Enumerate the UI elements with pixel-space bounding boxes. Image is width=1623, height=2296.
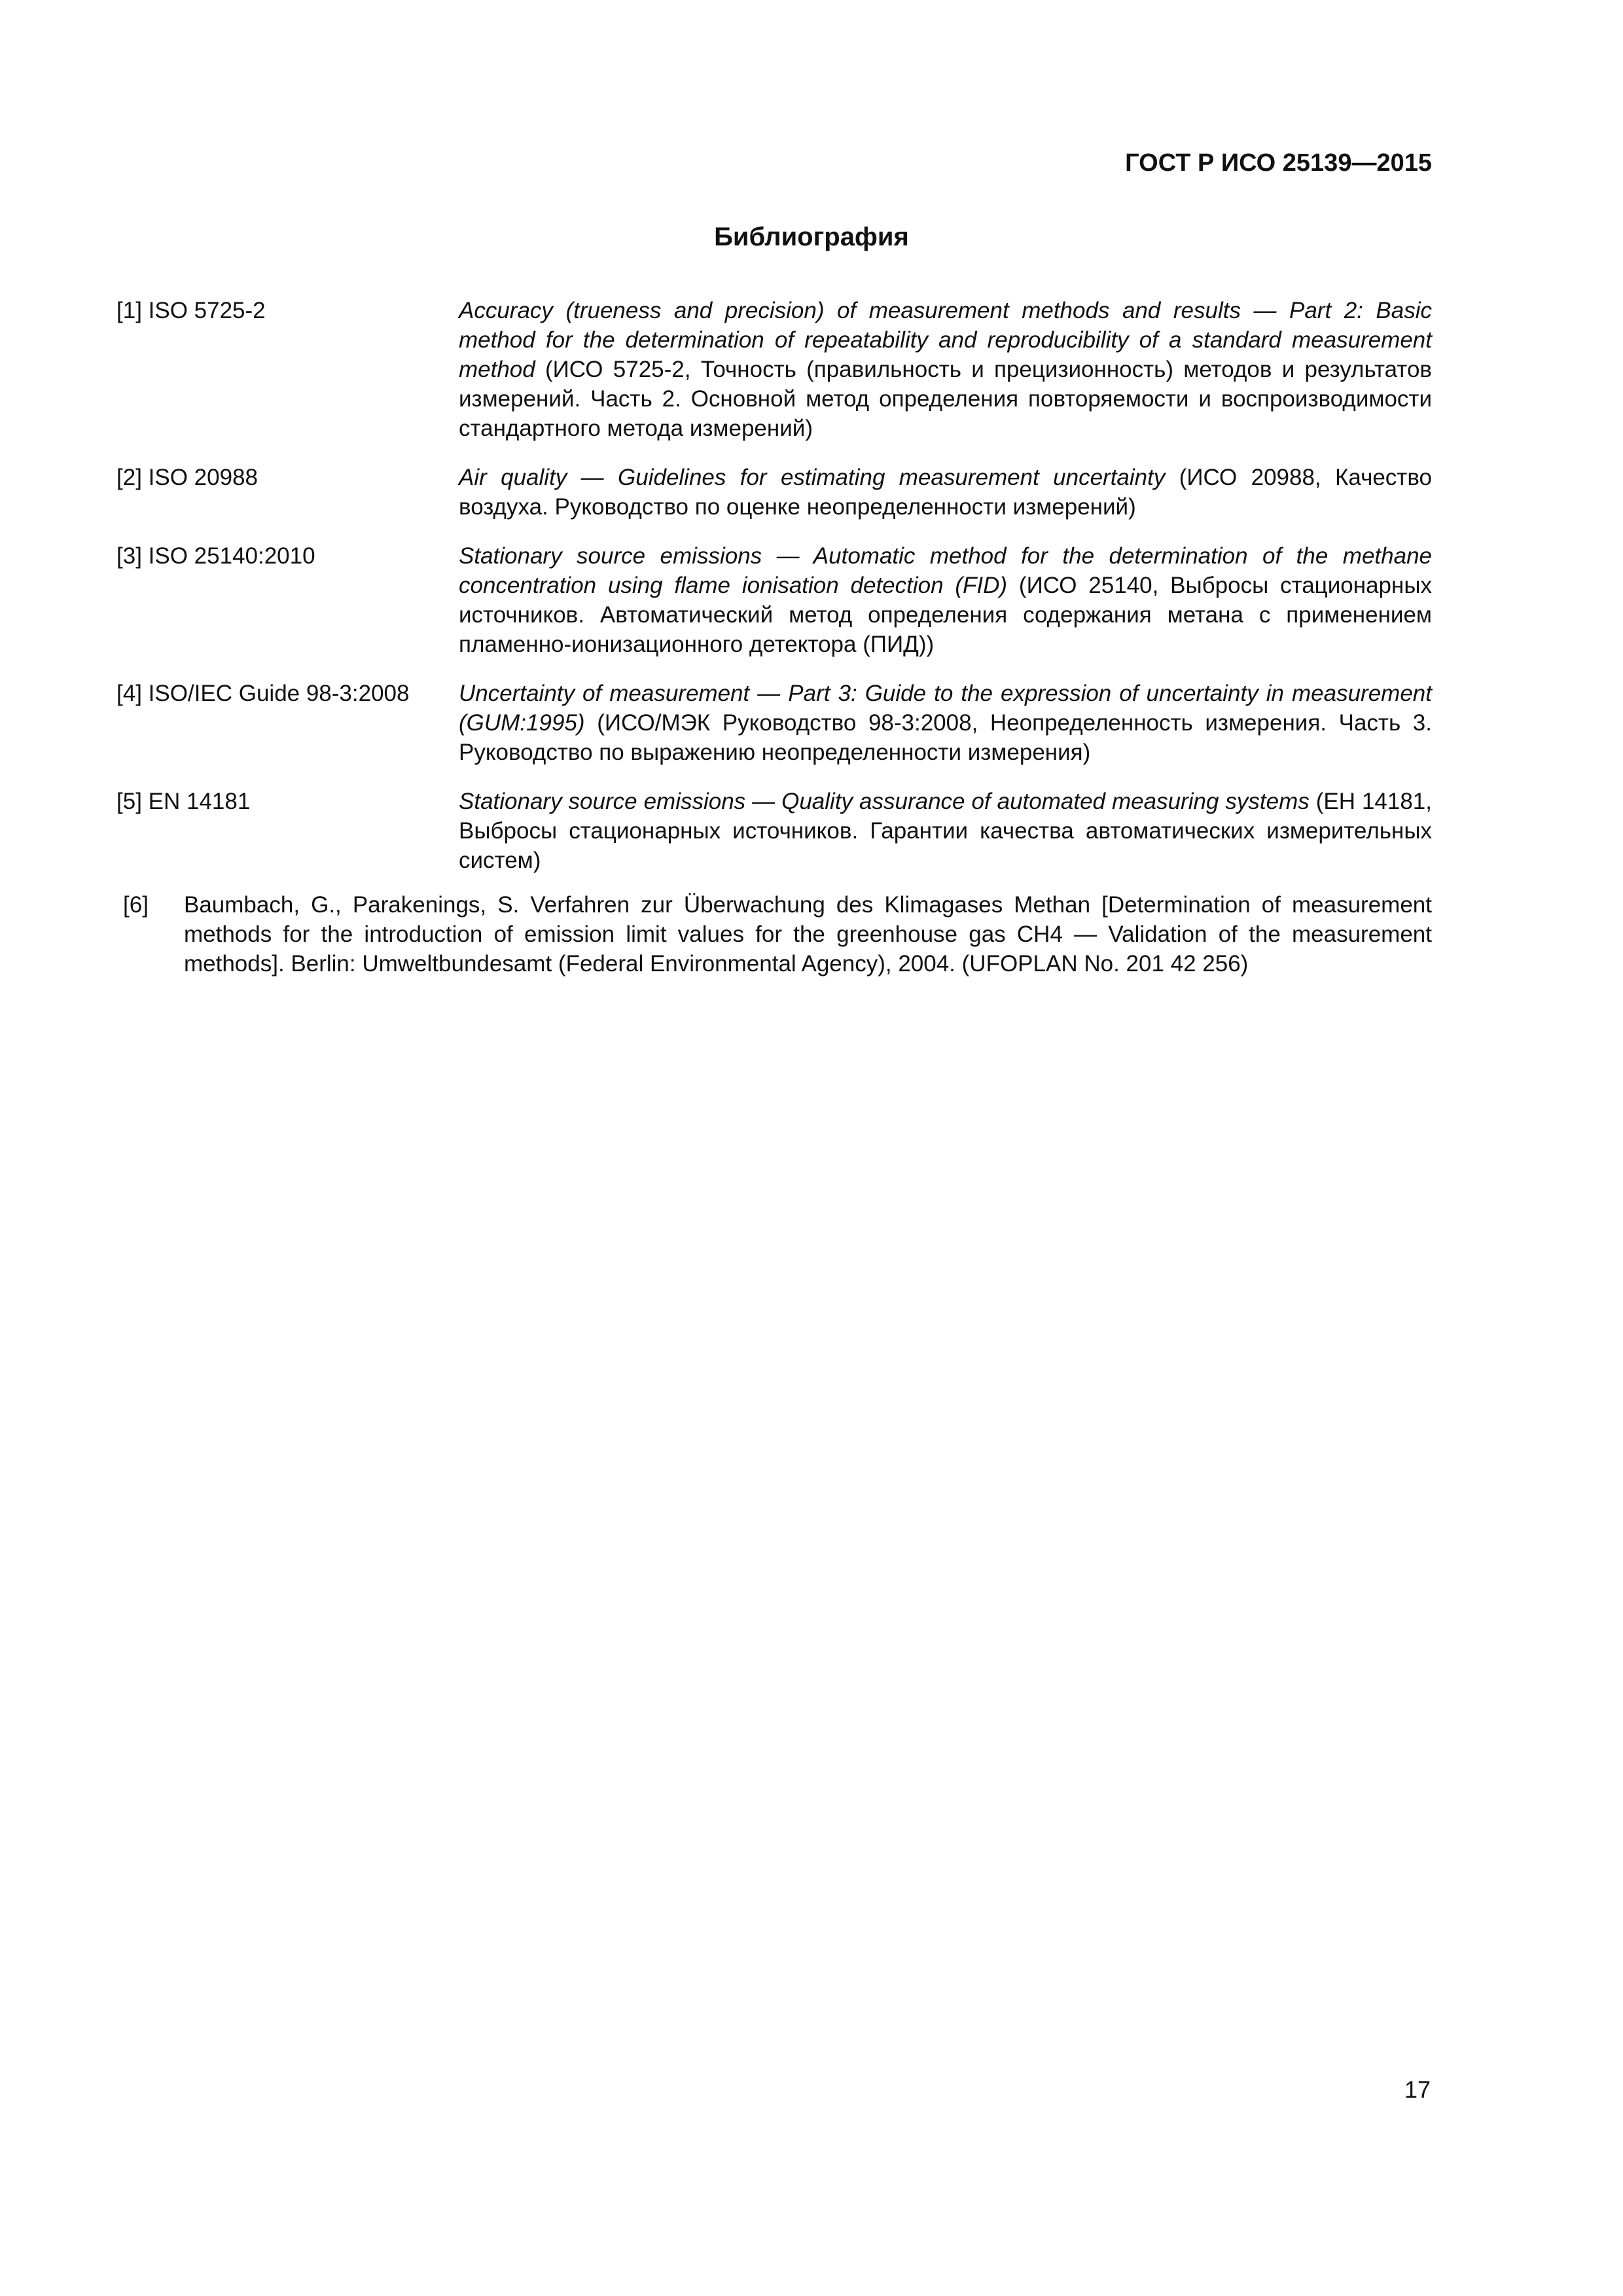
entry-reference: [3] ISO 25140:2010 bbox=[116, 543, 315, 569]
standard-code: ГОСТ Р ИСО 25139—2015 bbox=[1125, 149, 1432, 177]
entry-text: Baumbach, G., Parakenings, S. Verfahren zur Überwachung des Klimagases Methan [Determination of measurement methods for the introduction of emission limit values for the greenhouse gas CH4 — Validation of the measurement methods]. Berlin: Umweltbundesamt (Federal Environmental Agency), 2004. (UFOPLAN No. 201 42 256) bbox=[184, 892, 1432, 977]
entry-reference: [4] ISO/IEC Guide 98-3:2008 bbox=[116, 681, 410, 706]
entry-title: Uncertainty of measurement — Part 3: Guide to the expression of uncertainty in measurement (GUM:1995) bbox=[459, 681, 1432, 736]
bibliography-list bbox=[116, 296, 1432, 895]
entry-translation: (ЕН 14181, Выбросы стационарных источников. Гарантии качества автоматических измерительных систем) bbox=[459, 789, 1433, 873]
entry-title: Accuracy (trueness and precision) of measurement methods and results — Part 2: Basic method for the determination of repeatability and reproducibility of a standard measurement method bbox=[459, 298, 1432, 382]
entry-description bbox=[459, 541, 1432, 659]
page-number: 17 bbox=[1404, 2076, 1431, 2103]
entry-translation: (ИСО 20988, Качество воздуха. Руководство по оценке неопределенности измерений) bbox=[459, 465, 1432, 520]
entry-translation: (ИСО/МЭК Руководство 98-3:2008, Неопределенность измерения. Часть 3. Руководство по выражению неопределенности измерения) bbox=[459, 710, 1432, 765]
entry-number: [6] bbox=[123, 892, 149, 918]
entry-title: Stationary source emissions — Quality assurance of automated measuring systems bbox=[459, 789, 1310, 814]
bibliography-title: Библиография bbox=[714, 223, 909, 251]
entry-description bbox=[459, 296, 1432, 443]
entry-translation: (ИСО 5725-2, Точность (правильность и прецизионность) методов и результатов измерений. Часть 2. Основной метод определения повторяемости и воспроизводимости стандартного метода измерений) bbox=[459, 357, 1432, 441]
entry-description bbox=[459, 787, 1432, 875]
bibliography-entry-3 bbox=[116, 541, 1432, 659]
entry-reference: [5] EN 14181 bbox=[116, 789, 251, 814]
bibliography-entry-2 bbox=[116, 463, 1432, 522]
bibliography-entry-6 bbox=[123, 890, 1432, 978]
entry-reference: [2] ISO 20988 bbox=[116, 465, 258, 490]
entry-reference: [1] ISO 5725-2 bbox=[116, 298, 266, 323]
entry-title: Air quality — Guidelines for estimating measurement uncertainty bbox=[459, 465, 1166, 490]
entry-description bbox=[459, 463, 1432, 522]
entry-description bbox=[459, 679, 1432, 767]
entry-translation: (ИСО 25140, Выбросы стационарных источников. Автоматический метод определения содержания метана с применением пламенно-ионизационного детектора (ПИД)) bbox=[459, 573, 1432, 657]
entry-title: Stationary source emissions — Automatic method for the determination of the methane concentration using flame ionisation detection (FID) bbox=[459, 543, 1432, 598]
bibliography-entry-1 bbox=[116, 296, 1432, 443]
bibliography-entry-4 bbox=[116, 679, 1432, 767]
bibliography-entry-5 bbox=[116, 787, 1432, 875]
